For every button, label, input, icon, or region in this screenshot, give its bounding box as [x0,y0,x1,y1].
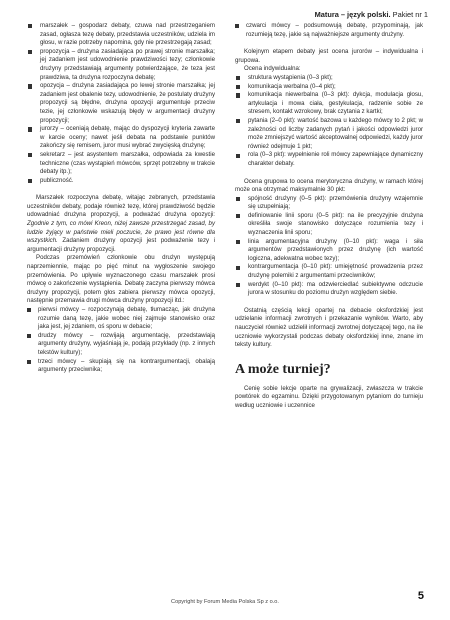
list-item: czwarci mówcy – podsumowują debatę, przypominają, jak rozumieją tezę, jakie są najważniejsze argumenty drużyny. [235,22,423,39]
thesis-quote: Zgodnie z tym, co mówi Kreon, niżej zawsze przestrzegać zasad, by ludzie żyjący w państwie mieli poczucie, że prawo jest równe dla wszystkich. [27,220,215,245]
section-heading: A może turniej? [235,361,331,377]
left-column [27,22,215,375]
paragraph-tournament: Cenię sobie lekcje oparte na grywalizacji, zwłaszcza w trakcie powtórek do egzaminu. Dzięki przygotowanym pytaniom do turnieju według uczniowie i uczennice [235,384,423,409]
list-item: struktura wystąpienia (0–3 pkt); [235,74,423,83]
footer-copyright: Copyright by Forum Media Polska Sp z o.o. [171,599,279,605]
list-item: rola (0–3 pkt): wypełnienie roli mówcy zapewniające dynamiczny charakter debaty. [235,151,423,168]
list-item: propozycja – drużyna zasiadająca po prawej stronie marszałka; jej zadaniem jest udowodnienie prawdziwości tezy; członkowie drużyny przedstawiają argumenty potwierdzające, że teza jest prawdziwa, ta drużyna rozpoczyna debatę; [27,48,215,82]
list-item: kontrargumentacja (0–10 pkt): umiejętność prowadzenia przez drużynę polemiki z argumentami przeciwników; [235,263,423,280]
paragraph-speeches: Podczas przemówień członkowie obu drużyn występują naprzemiennie, mając po pięć minut na wygłoszenie swojego przemówienia. Po upływie wyznaczonego czasu marszałek prosi mówcę o zakończenie wystąpienia. Debatę zaczyna pierwszy mówca drużyny propozycji, potem głos zabiera pierwszy mówca opozycji, następnie przemawia drugi mówca drużyny propozycji itd.: [27,254,215,305]
list-item: werdykt (0–10 pkt): ma odzwierciedlać subiektywne odczucie jurora w stosunku do poziomu drużyn względem siebie. [235,281,423,298]
header-title: Matura – język polski. [314,10,391,19]
individual-label: Ocena indywidualna: [244,65,301,73]
list-item: pierwsi mówcy – rozpoczynają debatę, tłumacząc, jak drużyna rozumie daną tezę, jakie wobec niej zajmuje stanowisko oraz jaka jest, jej zdaniem, oś sporu w debacie; [27,306,215,332]
running-header [315,10,428,19]
paragraph-opening: Marszałek rozpoczyna debatę, witając zebranych, przedstawia uczestników debaty, podaje również tezę, której prawdziwość będzie udowadniać drużyna propozycji, a podważać drużyna opozycji: Zgodnie z tym, co mówi Kreon, niżej zawsze przestrzegać zasad, by ludzie żyjący w państwie mieli poczucie, że prawo jest równe dla wszystkich. Zadaniem drużyny opozycji jest podważenie tezy i argumentacji drużyny propozycji. [27,194,215,253]
header-pack: Pakiet nr 1 [392,10,428,19]
list-item: linia argumentacyjna drużyny (0–10 pkt): waga i siła argumentów przedstawionych przez drużynę (ich wartość logiczna, adekwatna wobec tezy); [235,238,423,264]
list-item: komunikacja niewerbalna (0–3 pkt): dykcja, modulacja głosu, artykulacja i mowa ciała, gestykulacja, radzenie sobie ze stresem, kontakt wzrokowy, brak czytania z kartki; [235,91,423,117]
paragraph-closing: Ostatnią częścią lekcji opartej na debacie oksfordzkiej jest udzielanie informacji zwrotnych i przekazanie wyników. Warto, aby nauczyciel również udzielił informacji zwrotnej dotyczącej tego, na ile uczniowie wykorzystali podczas debaty oksfordzkiej inne, znane im teksty kultury. [235,306,423,349]
list-item: opozycja – drużyna zasiadająca po lewej stronie marszałka; jej zadaniem jest obalenie tezy, udowodnienie, że postulaty drużyny propozycji są błędne, drużyna opozycji argumentuje przeciw tezie, jej członkowie wskazują błędy w argumentacji drużyny propozycji; [27,82,215,125]
group-criteria-list [235,195,423,298]
speakers-list [27,306,215,375]
list-item: trzeci mówcy – skupiają się na kontrargumentacji, obalają argumenty przeciwnika; [27,358,215,375]
list-item: publiczność. [27,177,215,186]
list-item: definiowanie linii sporu (0–5 pkt): na ile precyzyjnie drużyna określiła swoje stanowisko dotyczące rozumienia tezy i wyznaczenia linii sporu; [235,212,423,238]
paragraph-evaluation: Kolejnym etapem debaty jest ocena jurorów – indywidualna i grupowa. [235,48,423,64]
list-item: sekretarz – jest asystentem marszałka, odpowiada za kwestie techniczne (czas wystąpień mówców, sprzęt potrzebny w trakcie debaty itp.); [27,151,215,177]
list-item: marszałek – gospodarz debaty, czuwa nad przestrzeganiem zasad, ogłasza tezę debaty, przedstawia uczestników, udziela im głosu, w razie potrzeby napomina, gdy nie przestrzegają zasad; [27,22,215,48]
list-item: pytania (2–0 pkt): wartość bazowa u każdego mówcy to 2 pkt; w zależności od liczby zadanych pytań i jakości odpowiedzi juror może zmniejszyć wartość akceptowalnej odpowiedzi, każdy juror również odejmuje 1 pkt; [235,117,423,151]
paragraph-group-evaluation: Ocena grupowa to ocena merytoryczna drużyny, w ramach której może ona otrzymać maksymalnie 30 pkt: [235,177,423,194]
list-item: komunikacja werbalna (0–4 pkt); [235,83,423,92]
right-column [235,22,423,411]
individual-criteria-list [235,74,423,169]
list-item: drudzy mówcy – rozwijają argumentację, przedstawiają argumenty drużyny, wyjaśniają je, podają przykłady (np. z innych tekstów kultury); [27,332,215,358]
list-item: jurorzy – oceniają debatę, mając do dyspozycji kryteria zawarte w karcie oceny; nawet jeśli debata na podstawie punktów zakończy się remisem, juror musi wybrać zwycięską drużynę; [27,125,215,151]
list-item: spójność drużyny (0–5 pkt): przemówienia drużyny wzajemnie się uzupełniają; [235,195,423,212]
page-number: 5 [417,590,424,602]
speakers-list-cont [235,22,423,39]
roles-list [27,22,215,185]
